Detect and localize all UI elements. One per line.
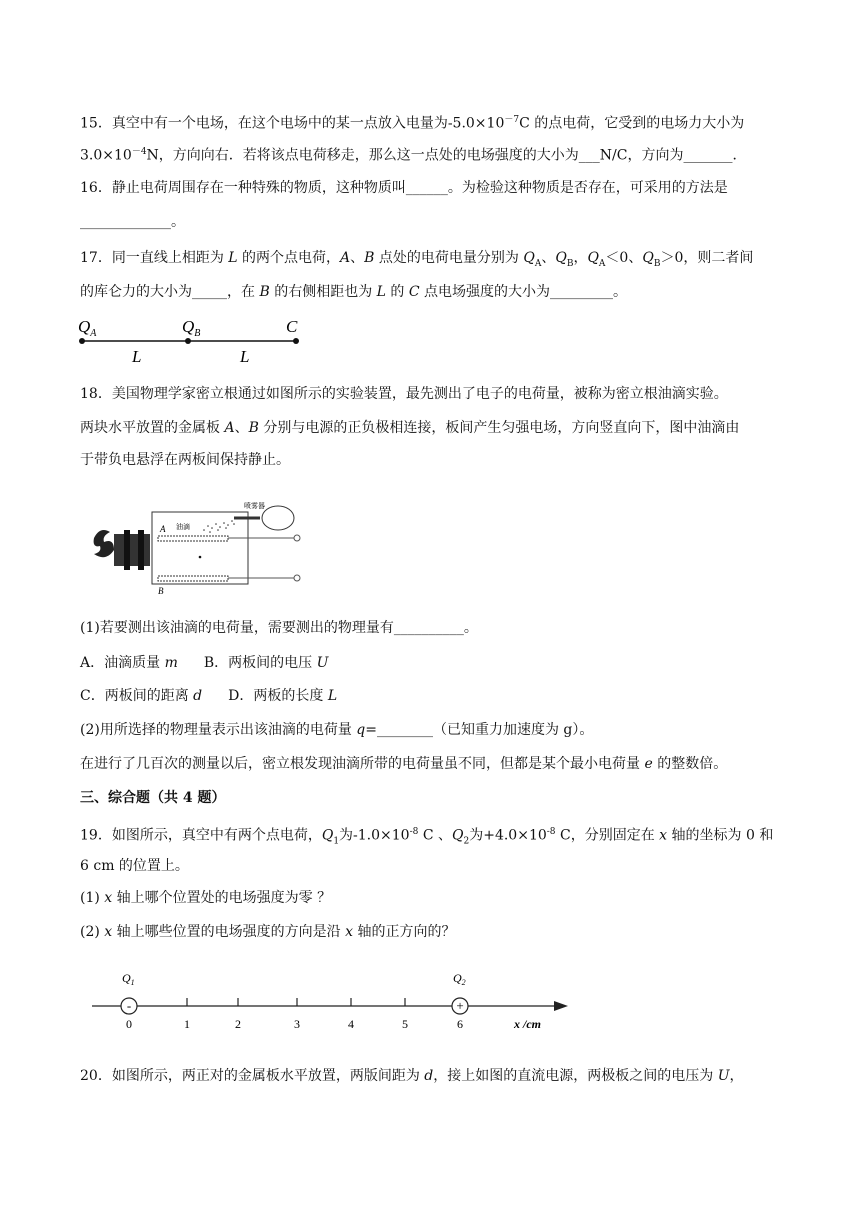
q17-text: 点电场强度的大小为_________。: [419, 284, 628, 300]
var-Q: Q: [523, 250, 535, 266]
q19-line2: 6 cm 的位置上。: [80, 858, 189, 874]
q20-text: 20．如图所示，两正对的金属板水平放置，两版间距为: [80, 1068, 425, 1084]
tick-label: 0: [126, 1017, 132, 1031]
lamp-ring: [124, 530, 130, 570]
q18-part1: (1)若要测出该油滴的电荷量，需要测出的物理量有__________。: [80, 620, 478, 636]
q18-text: 的整数倍。: [652, 756, 728, 772]
q19-text: 轴上哪些位置的电场强度的方向是沿: [112, 924, 346, 940]
chamber: [152, 512, 248, 584]
var-x: x: [659, 827, 668, 844]
q19-text: 为-1.0×10: [339, 827, 410, 844]
sprayer-label: 喷雾器: [244, 502, 265, 510]
q18-text: =________（已知重力加速度为 g）。: [365, 722, 594, 738]
lamp-ring: [138, 530, 144, 570]
q18-part2: [80, 720, 593, 740]
tick-label: 3: [294, 1017, 300, 1031]
section-title: 三、综合题（共 4 题）: [80, 790, 226, 806]
q20-line1: [80, 1066, 744, 1086]
var-C: C: [408, 284, 420, 300]
var-L: L: [228, 250, 238, 266]
oil-droplet: [199, 556, 202, 559]
millikan-figure: [84, 490, 314, 600]
q19-text: (2): [80, 924, 105, 940]
var-q: q: [356, 722, 366, 738]
q18-text: (2)用所选择的物理量表示出该油滴的电荷量: [80, 722, 357, 738]
plate-a: [158, 536, 228, 541]
q15-line1: [80, 110, 744, 134]
var-Q: Q: [587, 250, 599, 266]
q17-text: 17．同一直线上相距为: [80, 250, 229, 266]
tick-label: 2: [235, 1017, 241, 1031]
q17-text: 、: [541, 250, 556, 266]
q20-text: ，接上如图的直流电源，两极板之间的电压为: [433, 1068, 718, 1084]
var-x: x: [104, 890, 113, 906]
subscript: B: [566, 258, 574, 269]
tick-label: 6: [457, 1017, 463, 1031]
exponent: －4: [131, 147, 147, 157]
exponent: -8: [409, 827, 419, 837]
q18-line3: 于带负电悬浮在两板间保持静止。: [80, 452, 290, 468]
terminal-b: [294, 575, 300, 581]
q17-line2: [80, 282, 627, 302]
subscript: 1: [333, 836, 340, 847]
var-Q: Q: [642, 250, 654, 266]
q17-text: ，: [573, 250, 588, 266]
q19-text: C，分别固定在: [555, 827, 660, 844]
q17-figure: [74, 312, 314, 370]
q17-text: 点处的电荷电量分别为: [374, 250, 524, 266]
axis-label: x /cm: [514, 1017, 541, 1031]
subscript: A: [598, 258, 606, 269]
q15-text: 15．真空中有一个电场，在这个电场中的某一点放入电量为-5.0×10: [80, 115, 505, 132]
label-l1: L: [132, 347, 142, 366]
var-m: m: [164, 655, 178, 671]
q19-part2: [80, 922, 455, 942]
subscript: A: [534, 258, 542, 269]
exponent: -8: [546, 827, 556, 837]
q15-text: 3.0×10: [80, 147, 132, 164]
plate-b-label: B: [158, 586, 164, 596]
var-Q: Q: [321, 827, 334, 844]
var-B: B: [259, 284, 270, 300]
q18-text: 、: [234, 420, 249, 436]
minus-sign: -: [126, 998, 132, 1013]
var-x: x: [345, 924, 353, 940]
q18-options-cd: [80, 686, 337, 706]
q18-text: 两块水平放置的金属板: [80, 420, 225, 436]
q19-text: C 、: [418, 827, 452, 844]
exponent: －7: [504, 115, 520, 125]
var-d: d: [193, 688, 203, 704]
q19-text: 轴的坐标为 0 和: [667, 827, 774, 844]
q15-line2: [80, 142, 746, 166]
tick-label: 4: [348, 1017, 354, 1031]
var-L: L: [376, 284, 386, 300]
sprayer-bulb: [262, 506, 294, 530]
option-d: D．两板的长度: [228, 688, 328, 704]
q19-figure: [80, 962, 580, 1040]
subscript: 2: [463, 836, 470, 847]
option-c: C．两板间的距离: [80, 688, 194, 704]
q17-text: 的库仑力的大小为_____，在: [80, 284, 260, 300]
q19-text: (1): [80, 890, 105, 906]
var-x: x: [104, 924, 113, 940]
var-B: B: [364, 250, 375, 266]
var-d: d: [424, 1068, 434, 1084]
var-A: A: [224, 420, 235, 436]
subscript: B: [653, 258, 661, 269]
tick-group: [126, 998, 463, 1031]
option-a: A．油滴质量: [80, 655, 165, 671]
q17-text: ＞0，则二者间: [660, 250, 754, 266]
label-l2: L: [240, 347, 250, 366]
q19-text: 19．如图所示，真空中有两个点电荷，: [80, 827, 322, 844]
q15-text: C 的点电荷，它受到的电场力大小为: [519, 115, 745, 132]
q18-text: 在进行了几百次的测量以后，密立根发现油滴所带的电荷量虽不同，但都是某个最小电荷量: [80, 756, 645, 772]
q17-text: 的右侧相距也为: [269, 284, 377, 300]
var-A: A: [340, 250, 351, 266]
q16-line1: 16．静止电荷周围存在一种特殊的物质，这种物质叫______。为检验这种物质是否存在，可采用的方法是: [80, 180, 728, 196]
var-e: e: [644, 756, 653, 772]
plate-b: [158, 576, 228, 581]
lamp-tube: [114, 534, 150, 566]
point-qb: [185, 338, 191, 344]
q19-line1: [80, 822, 773, 851]
q18-options-ab: [80, 653, 328, 673]
tick-label: 1: [184, 1017, 190, 1031]
q19-text: 为+4.0×10: [469, 827, 547, 844]
q19-text: 轴上哪个位置处的电场强度为零 ？: [112, 890, 332, 906]
label-q1: $Q_1$: [122, 971, 135, 987]
spray-particles: [203, 520, 235, 533]
q19-text: 轴的正方向的？: [353, 924, 456, 940]
var-U: U: [316, 655, 329, 671]
q17-text: 的: [385, 284, 409, 300]
q17-line1: [80, 248, 753, 274]
q17-text: ＜0、: [605, 250, 643, 266]
var-U: U: [717, 1068, 730, 1084]
label-c: C: [286, 317, 298, 336]
q19-part1: [80, 888, 331, 908]
q18-conclusion: [80, 754, 727, 774]
q16-line2: _____________。: [80, 214, 185, 230]
var-L: L: [327, 688, 338, 704]
q18-text: 分别与电源的正负极相连接，板间产生匀强电场，方向竖直向下，图中油滴由: [258, 420, 740, 436]
var-Q: Q: [555, 250, 567, 266]
terminal-a: [294, 535, 300, 541]
axis-arrow-icon: [554, 1001, 568, 1011]
plate-a-label: A: [160, 524, 166, 534]
q20-text: ，: [729, 1068, 744, 1084]
point-c: [293, 338, 299, 344]
label-qb: $Q_B$: [182, 317, 201, 339]
label-q2: $Q_2$: [453, 971, 466, 987]
option-b: B．两板间的电压: [203, 655, 317, 671]
q18-line2: [80, 418, 739, 438]
q18-line1: 18．美国物理学家密立根通过如图所示的实验装置，最先测出了电子的电荷量，被称为密立根油滴实验。: [80, 386, 728, 402]
var-B: B: [248, 420, 259, 436]
light-source-icon: [94, 530, 114, 557]
point-qa: [79, 338, 85, 344]
q17-text: 、: [350, 250, 365, 266]
q15-text: N，方向向右．若将该点电荷移走，那么这一点处的电场强度的大小为___N/C，方向为_______．: [146, 147, 747, 164]
label-qa: $Q_A$: [78, 317, 97, 339]
plus-sign: +: [456, 998, 464, 1013]
oil-label: 油滴: [176, 523, 190, 531]
q17-text: 的两个点电荷，: [237, 250, 341, 266]
var-Q: Q: [452, 827, 464, 844]
tick-label: 5: [402, 1017, 408, 1031]
